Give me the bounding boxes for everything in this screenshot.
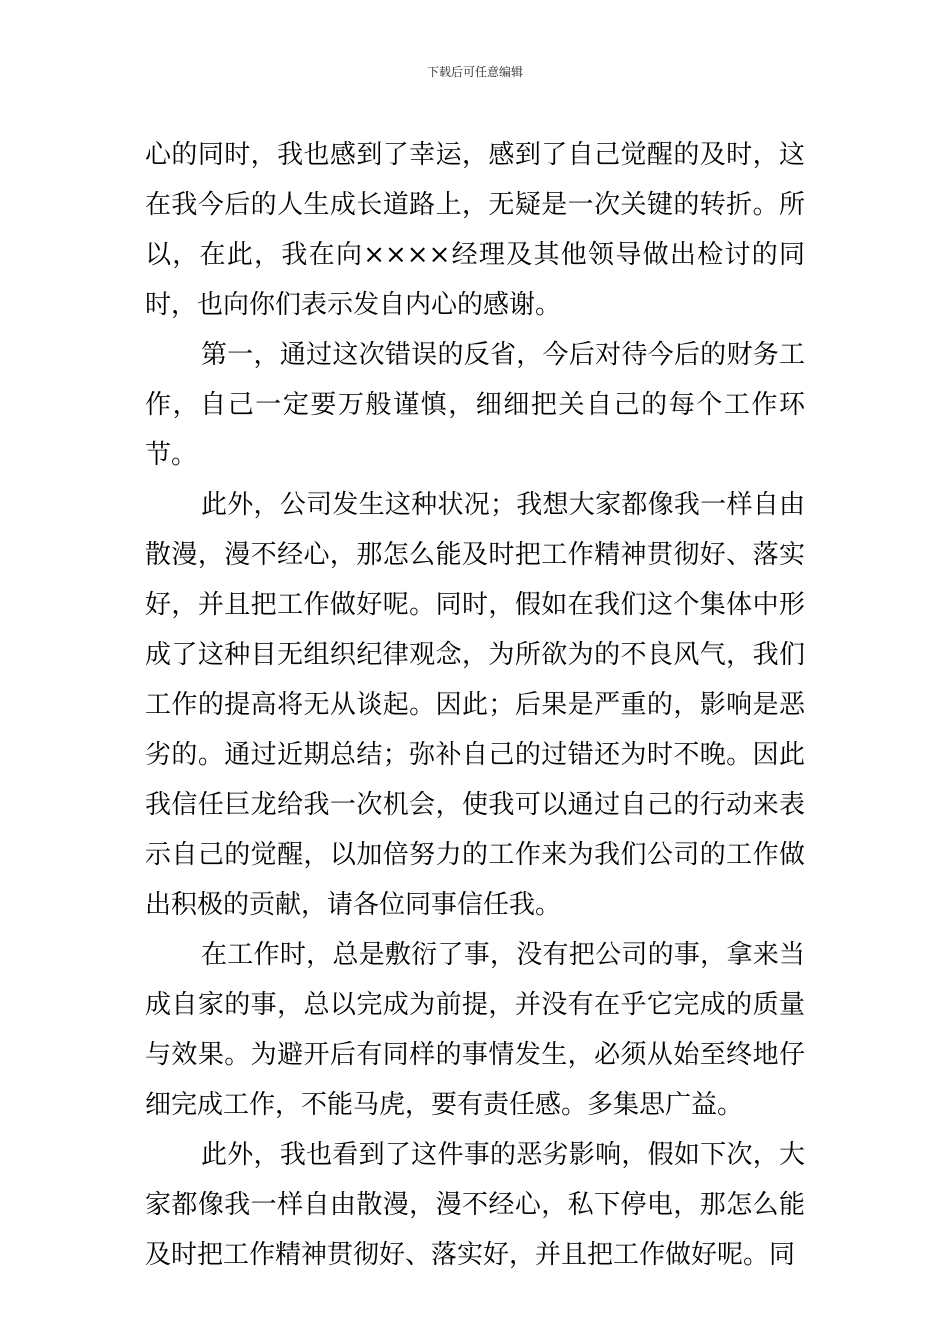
page-header: 下载后可任意编辑 bbox=[426, 65, 523, 79]
paragraph-2: 第一，通过这次错误的反省，今后对待今后的财务工作，自己一定要万般谨慎，细细把关自己的每个工作环节。 bbox=[145, 340, 805, 470]
paragraph-1: 心的同时，我也感到了幸运，感到了自己觉醒的及时，这在我今后的人生成长道路上，无疑是一次关键的转折。所以，在此，我在向××××经理及其他领导做出检讨的同时，也向你们表示发自内心的感谢。 bbox=[145, 140, 805, 320]
paragraph-3: 此外，公司发生这种状况；我想大家都像我一样自由散漫，漫不经心，那怎么能及时把工作精神贯彻好、落实好，并且把工作做好呢。同时，假如在我们这个集体中形成了这种目无组织纪律观念，为所欲为的不良风气，我们工作的提高将无从谈起。因此；后果是严重的，影响是恶劣的。通过近期总结；弥补自己的过错还为时不晚。因此我信任巨龙给我一次机会，使我可以通过自己的行动来表示自己的觉醒，以加倍努力的工作来为我们公司的工作做出积极的贡献，请各位同事信任我。 bbox=[145, 490, 805, 920]
document-body bbox=[145, 130, 805, 1280]
paragraph-4: 在工作时，总是敷衍了事，没有把公司的事，拿来当成自家的事，总以完成为前提，并没有在乎它完成的质量与效果。为避开后有同样的事情发生，必须从始至终地仔细完成工作，不能马虎，要有责任感。多集思广益。 bbox=[145, 940, 805, 1120]
paragraph-5: 此外，我也看到了这件事的恶劣影响，假如下次，大家都像我一样自由散漫，漫不经心，私下停电，那怎么能及时把工作精神贯彻好、落实好，并且把工作做好呢。同 bbox=[145, 1140, 805, 1270]
